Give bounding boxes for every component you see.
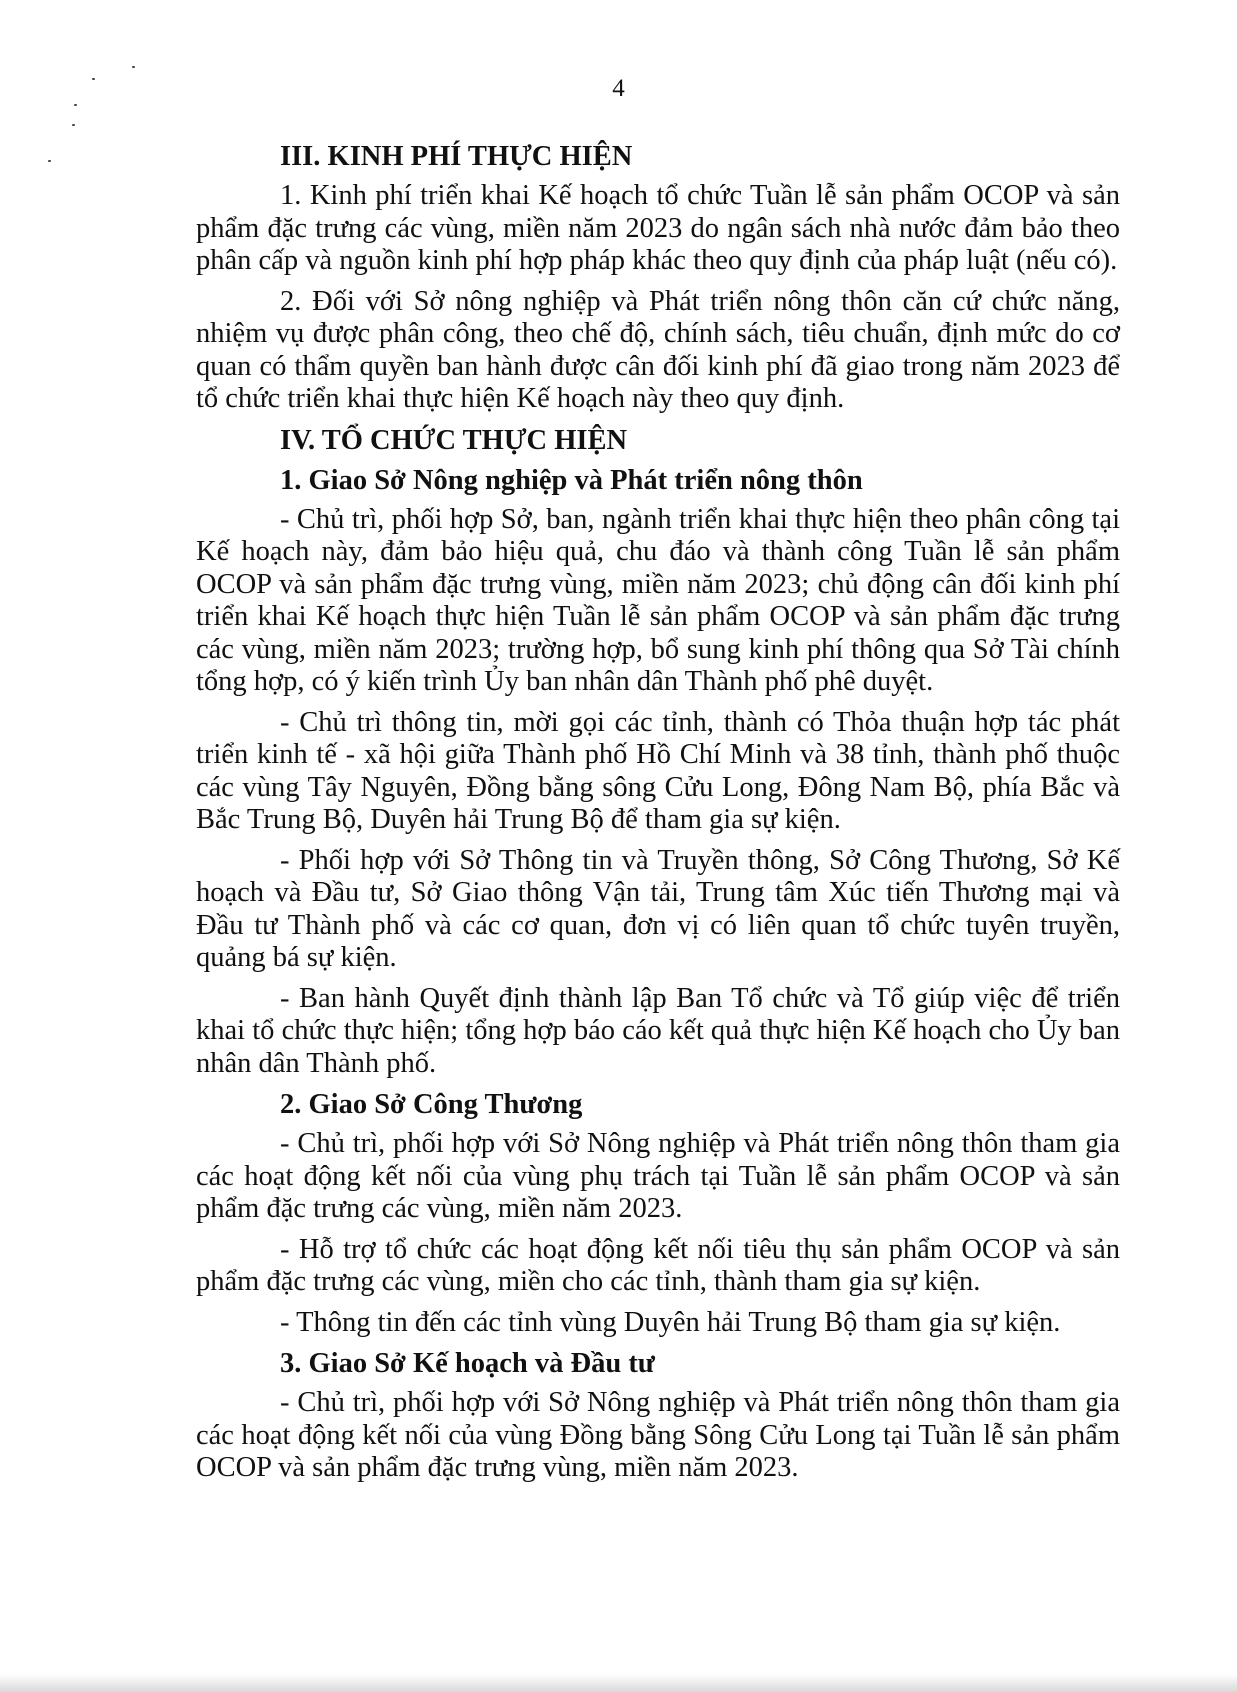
subheading-industry-trade-dept: 2. Giao Sở Công Thương [280, 1089, 583, 1120]
paragraph: - Chủ trì, phối hợp với Sở Nông nghiệp và Phát triển nông thôn tham gia các hoạt động kết nối của vùng phụ trách tại Tuần lễ sản phẩm OCOP và sản phẩm đặc trưng các vùng, miền năm 2023. [196, 1128, 1120, 1224]
paragraph: - Ban hành Quyết định thành lập Ban Tổ chức và Tổ giúp việc để triển khai tổ chức thực hiện; tổng hợp báo cáo kết quả thực hiện Kế hoạch cho Ủy ban nhân dân Thành phố. [196, 982, 1120, 1079]
scan-edge [0, 1674, 1237, 1692]
page-number: 4 [612, 75, 625, 102]
paragraph: - Thông tin đến các tỉnh vùng Duyên hải Trung Bộ tham gia sự kiện. [280, 1306, 1061, 1338]
section-heading-funding: III. KINH PHÍ THỰC HIỆN [280, 141, 633, 172]
paragraph: - Chủ trì thông tin, mời gọi các tỉnh, thành có Thỏa thuận hợp tác phát triển kinh tế - xã hội giữa Thành phố Hồ Chí Minh và 38 tỉnh, thành phố thuộc các vùng Tây Nguyên, Đồng bằng sông Cửu Long, Đông Nam Bộ, phía Bắc và Bắc Trung Bộ, Duyên hải Trung Bộ để tham gia sự kiện. [196, 706, 1120, 835]
section-heading-implementation: IV. TỔ CHỨC THỰC HIỆN [280, 424, 628, 456]
paragraph: - Phối hợp với Sở Thông tin và Truyền thông, Sở Công Thương, Sở Kế hoạch và Đầu tư, Sở Giao thông Vận tải, Trung tâm Xúc tiến Thương mại và Đầu tư Thành phố và các cơ quan, đơn vị có liên quan tổ chức tuyên truyền, quảng bá sự kiện. [196, 844, 1120, 973]
paragraph: - Hỗ trợ tổ chức các hoạt động kết nối tiêu thụ sản phẩm OCOP và sản phẩm đặc trưng các vùng, miền cho các tỉnh, thành tham gia sự kiện. [196, 1233, 1120, 1297]
scan-speck [48, 160, 51, 162]
scan-speck [74, 104, 77, 106]
paragraph: 2. Đối với Sở nông nghiệp và Phát triển nông thôn căn cứ chức năng, nhiệm vụ được phân công, theo chế độ, chính sách, tiêu chuẩn, định mức do cơ quan có thẩm quyền ban hành được cân đối kinh phí đã giao trong năm 2023 để tổ chức triển khai thực hiện Kế hoạch này theo quy định. [196, 285, 1120, 414]
subheading-agriculture-dept: 1. Giao Sở Nông nghiệp và Phát triển nông thôn [280, 464, 863, 496]
paragraph: 1. Kinh phí triển khai Kế hoạch tổ chức Tuần lễ sản phẩm OCOP và sản phẩm đặc trưng các vùng, miền năm 2023 do ngân sách nhà nước đảm bảo theo phân cấp và nguồn kinh phí hợp pháp khác theo quy định của pháp luật (nếu có). [196, 180, 1120, 276]
scan-speck [132, 66, 135, 68]
scan-speck [72, 124, 75, 126]
document-body [196, 140, 1120, 1493]
paragraph: - Chủ trì, phối hợp với Sở Nông nghiệp và Phát triển nông thôn tham gia các hoạt động kết nối của vùng Đồng bằng Sông Cửu Long tại Tuần lễ sản phẩm OCOP và sản phẩm đặc trưng vùng, miền năm 2023. [196, 1387, 1120, 1483]
subheading-planning-investment-dept: 3. Giao Sở Kế hoạch và Đầu tư [280, 1348, 655, 1379]
paragraph: - Chủ trì, phối hợp Sở, ban, ngành triển khai thực hiện theo phân công tại Kế hoạch này, đảm bảo hiệu quả, chu đáo và thành công Tuần lễ sản phẩm OCOP và sản phẩm đặc trưng vùng, miền năm 2023; chủ động cân đối kinh phí triển khai Kế hoạch thực hiện Tuần lễ sản phẩm OCOP và sản phẩm đặc trưng các vùng, miền năm 2023; trường hợp, bổ sung kinh phí thông qua Sở Tài chính tổng hợp, có ý kiến trình Ủy ban nhân dân Thành phố phê duyệt. [196, 503, 1120, 697]
